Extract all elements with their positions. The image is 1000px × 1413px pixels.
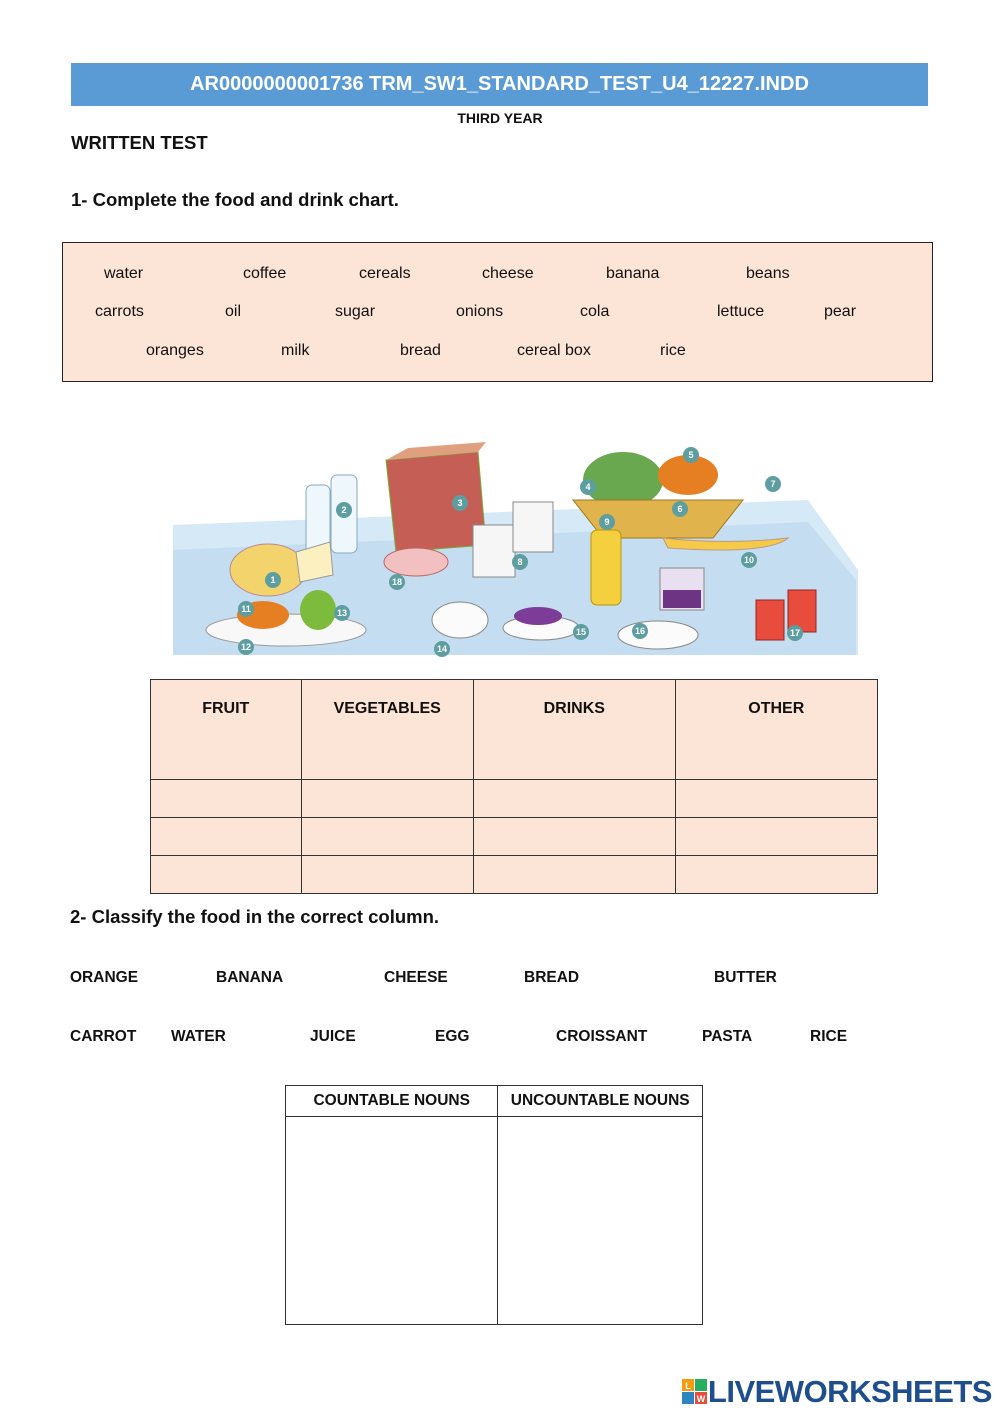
word-bank-item: cereal box [517,342,591,359]
food-table-illustration [168,430,860,665]
scene-label: 5 [688,450,694,460]
word-bank [62,242,933,382]
cereal-bowl [384,548,448,576]
answer-cell[interactable] [301,780,473,818]
scene-label: 17 [789,628,801,638]
column-header-fruit: FRUIT [151,680,302,780]
scene-label: 16 [634,626,646,636]
answer-cell[interactable] [473,780,675,818]
scene-label: 3 [457,498,463,508]
word-bank-item: pear [824,303,857,320]
classify-word: CHEESE [384,969,448,986]
word-bank-item: rice [660,342,686,359]
answer-cell[interactable] [301,856,473,894]
word-bank-item: cheese [482,265,534,282]
table-row [151,856,878,894]
answer-cell[interactable] [498,1117,703,1325]
word-bank-item: lettuce [717,303,765,320]
word-bank-item: milk [281,342,310,359]
word-bank-item: onions [456,303,504,320]
scene-label: 8 [517,557,523,567]
word-bank-item: coffee [243,265,287,282]
answer-cell[interactable] [151,780,302,818]
rice-plate [618,621,698,649]
oil-bottle [591,530,621,605]
word-bank-item: beans [746,265,790,282]
classify-word: ORANGE [70,969,139,986]
scene-label: 4 [585,482,591,492]
scene-label: 2 [341,505,347,515]
word-bank-item: sugar [335,303,376,320]
word-bank-item: banana [606,265,660,282]
word-bank-item: oil [225,303,242,320]
column-header-uncountable: UNCOUNTABLE NOUNS [498,1086,703,1117]
cereal-box [386,442,486,552]
table-row [151,818,878,856]
food-drink-chart [150,679,878,894]
table-row [286,1117,703,1325]
logo-text: LIVEWORKSHEETS [707,1374,992,1409]
classify-word: BREAD [524,969,580,986]
subtitle: THIRD YEAR [457,110,543,126]
liveworksheets-logo [682,1375,992,1409]
classify-word: WATER [171,1028,226,1045]
word-bank-item: oranges [146,342,204,359]
answer-cell[interactable] [151,818,302,856]
classify-word: CROISSANT [556,1028,648,1045]
scene-label: 14 [436,644,448,654]
logo-badge-l: L [685,1381,691,1391]
scene-label: 13 [336,608,348,618]
scene-label: 18 [391,577,403,587]
classify-word: EGG [435,1028,470,1045]
column-header-vegetables: VEGETABLES [301,680,473,780]
column-header-drinks: DRINKS [473,680,675,780]
word-bank-item: cola [580,303,610,320]
answer-cell[interactable] [675,856,877,894]
sugar-bowl [432,602,488,638]
logo-badge-w: W [696,1394,706,1404]
scene-label: 1 [270,575,276,585]
scene-label: 9 [604,517,610,527]
scene-label: 6 [677,504,683,514]
answer-cell[interactable] [675,780,877,818]
test-title: WRITTEN TEST [71,132,208,153]
document-banner: AR0000000001736 TRM_SW1_STANDARD_TEST_U4_12227.INDD [71,63,928,106]
question-2-title: 2- Classify the food in the correct column. [70,906,440,927]
classify-word: PASTA [702,1028,753,1045]
column-header-countable: COUNTABLE NOUNS [286,1086,498,1117]
scene-label: 12 [240,642,252,652]
vegetable-basket [573,452,743,538]
classify-word: BUTTER [714,969,777,986]
table-row [151,780,878,818]
jar [660,568,704,610]
scene-label: 10 [743,555,755,565]
answer-cell[interactable] [473,818,675,856]
nouns-table [285,1085,703,1325]
answer-cell[interactable] [675,818,877,856]
classify-word: BANANA [216,969,284,986]
answer-cell[interactable] [151,856,302,894]
answer-cell[interactable] [473,856,675,894]
answer-cell[interactable] [301,818,473,856]
question-1-title: 1- Complete the food and drink chart. [71,189,399,210]
word-bank-item: water [104,265,144,282]
classify-word: CARROT [70,1028,137,1045]
classify-word: RICE [810,1028,848,1045]
scene-label: 7 [770,479,776,489]
scene-label: 11 [241,604,251,614]
classify-word: JUICE [310,1028,356,1045]
word-bank-item: bread [400,342,441,359]
column-header-other: OTHER [675,680,877,780]
logo-icon [682,1379,708,1405]
scene-label: 15 [575,627,587,637]
answer-cell[interactable] [286,1117,498,1325]
word-bank-item: carrots [95,303,144,320]
word-bank-item: cereals [359,265,411,282]
